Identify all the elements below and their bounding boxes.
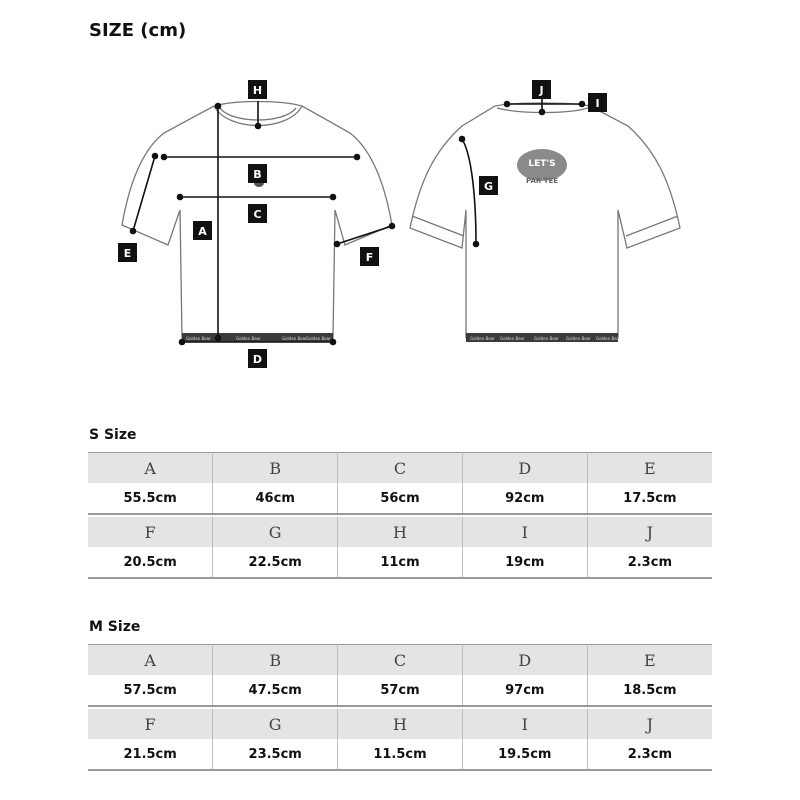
- value-cell: 56cm: [338, 483, 463, 514]
- svg-text:E: E: [123, 247, 132, 260]
- header-cell: D: [462, 645, 587, 676]
- header-cell: A: [88, 645, 213, 676]
- svg-text:C: C: [253, 208, 262, 221]
- label-f: [360, 247, 379, 266]
- value-cell: 2.3cm: [587, 739, 712, 770]
- header-cell: J: [587, 709, 712, 739]
- label-a: [193, 221, 212, 240]
- header-cell: H: [338, 709, 463, 739]
- label-h: [248, 80, 267, 99]
- svg-text:D: D: [252, 353, 263, 366]
- label-j: [532, 80, 551, 99]
- value-cell: 2.3cm: [587, 547, 712, 578]
- header-cell: B: [213, 453, 338, 484]
- value-cell: 19.5cm: [462, 739, 587, 770]
- svg-text:A: A: [198, 225, 207, 238]
- table-header-row: [88, 645, 712, 676]
- svg-text:F: F: [365, 251, 374, 264]
- back-tshirt: [410, 103, 680, 338]
- m-size-table: [88, 644, 712, 771]
- svg-text:I: I: [595, 97, 600, 110]
- title-text: SIZE: [89, 20, 135, 41]
- value-cell: 17.5cm: [587, 483, 712, 514]
- header-cell: H: [338, 517, 463, 547]
- header-cell: J: [587, 517, 712, 547]
- value-cell: 57cm: [338, 675, 463, 706]
- value-cell: 22.5cm: [213, 547, 338, 578]
- value-cell: 92cm: [462, 483, 587, 514]
- value-cell: 47.5cm: [213, 675, 338, 706]
- svg-text:Golden Bear: Golden Bear: [236, 336, 261, 341]
- value-cell: 97cm: [462, 675, 587, 706]
- label-i: [588, 93, 607, 112]
- header-cell: I: [462, 517, 587, 547]
- svg-text:Golden Bear: Golden Bear: [306, 336, 331, 341]
- header-cell: F: [88, 709, 213, 739]
- value-cell: 20.5cm: [88, 547, 213, 578]
- header-cell: E: [587, 645, 712, 676]
- title-unit: (cm): [140, 20, 187, 41]
- header-cell: B: [213, 645, 338, 676]
- header-cell: I: [462, 709, 587, 739]
- svg-text:Golden Bear: Golden Bear: [186, 336, 211, 341]
- header-cell: A: [88, 453, 213, 484]
- header-cell: E: [587, 453, 712, 484]
- value-cell: 55.5cm: [88, 483, 213, 514]
- header-cell: F: [88, 517, 213, 547]
- size-diagram: [0, 60, 800, 380]
- value-cell: 21.5cm: [88, 739, 213, 770]
- front-hem-text: [186, 336, 331, 341]
- table-header-row: [88, 709, 712, 739]
- header-cell: G: [213, 709, 338, 739]
- table-value-row: [88, 547, 712, 578]
- value-cell: 19cm: [462, 547, 587, 578]
- table-value-row: [88, 675, 712, 706]
- table-header-row: [88, 517, 712, 547]
- value-cell: 46cm: [213, 483, 338, 514]
- svg-text:Golden Bear: Golden Bear: [596, 336, 621, 341]
- label-b: [248, 164, 267, 183]
- label-d: [248, 349, 267, 368]
- svg-text:Golden Bear: Golden Bear: [282, 336, 307, 341]
- svg-text:G: G: [483, 180, 494, 193]
- header-cell: C: [338, 453, 463, 484]
- label-c: [248, 204, 267, 223]
- label-e: [118, 243, 137, 262]
- value-cell: 11.5cm: [338, 739, 463, 770]
- page-title: [89, 20, 186, 41]
- svg-text:H: H: [252, 84, 263, 97]
- svg-text:Golden Bear: Golden Bear: [470, 336, 495, 341]
- value-cell: 18.5cm: [587, 675, 712, 706]
- back-hem-text: [470, 336, 621, 341]
- value-cell: 57.5cm: [88, 675, 213, 706]
- back-print-line1: LET'S: [528, 159, 556, 169]
- value-cell: 11cm: [338, 547, 463, 578]
- header-cell: G: [213, 517, 338, 547]
- value-cell: 23.5cm: [213, 739, 338, 770]
- svg-text:Golden Bear: Golden Bear: [566, 336, 591, 341]
- s-size-title: S Size: [89, 427, 137, 443]
- svg-text:J: J: [539, 84, 544, 97]
- svg-text:B: B: [253, 168, 262, 181]
- svg-text:Golden Bear: Golden Bear: [534, 336, 559, 341]
- table-value-row: [88, 483, 712, 514]
- label-g: [479, 176, 498, 195]
- header-cell: C: [338, 645, 463, 676]
- svg-text:Golden Bear: Golden Bear: [500, 336, 525, 341]
- back-print-line2: PAR TEE: [525, 177, 559, 185]
- s-size-table: [88, 452, 712, 579]
- header-cell: D: [462, 453, 587, 484]
- table-header-row: [88, 453, 712, 484]
- table-value-row: [88, 739, 712, 770]
- m-size-title: M Size: [89, 619, 141, 635]
